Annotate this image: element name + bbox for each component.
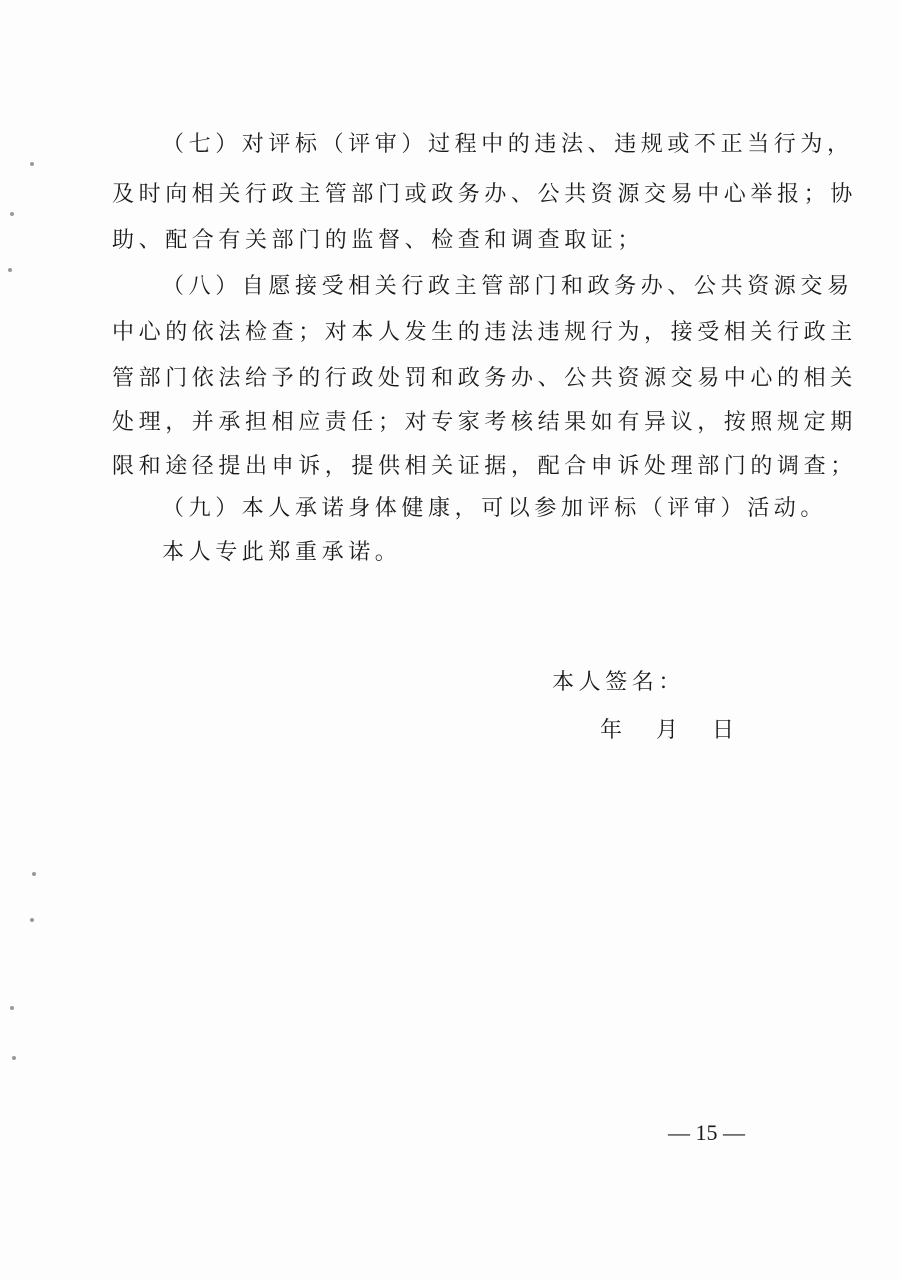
paragraph-line: （八）自愿接受相关行政主管部门和政务办、公共资源交易	[162, 274, 854, 299]
date-month-label: 月	[656, 718, 679, 743]
paragraph-line: 限和途径提出申诉，提供相关证据，配合申诉处理部门的调查；	[112, 454, 857, 479]
page-number: — 15 —	[668, 1120, 745, 1145]
date-day-label: 日	[712, 718, 735, 743]
scan-mark	[12, 1056, 16, 1060]
scan-mark	[10, 212, 14, 216]
scan-mark	[32, 872, 36, 876]
paragraph-line: 中心的依法检查；对本人发生的违法违规行为，接受相关行政主	[112, 320, 857, 345]
paragraph-line: （七）对评标（评审）过程中的违法、违规或不正当行为，	[162, 132, 854, 157]
scan-mark	[30, 918, 34, 922]
scan-mark	[10, 1006, 14, 1010]
paragraph-line: （九）本人承诺身体健康，可以参加评标（评审）活动。	[162, 496, 828, 521]
scan-mark	[30, 162, 34, 166]
date-line	[600, 716, 734, 746]
paragraph-line: 助、配合有关部门的监督、检查和调查取证；	[112, 228, 645, 253]
closing-statement: 本人专此郑重承诺。	[162, 540, 402, 565]
paragraph-line: 管部门依法给予的行政处罚和政务办、公共资源交易中心的相关	[112, 366, 857, 391]
signature-label: 本人签名：	[552, 670, 686, 695]
paragraph-line: 及时向相关行政主管部门或政务办、公共资源交易中心举报；协	[112, 182, 857, 207]
paragraph-line: 处理，并承担相应责任；对专家考核结果如有异议，按照规定期	[112, 410, 857, 435]
date-year-label: 年	[600, 718, 623, 743]
scan-mark	[8, 268, 12, 272]
